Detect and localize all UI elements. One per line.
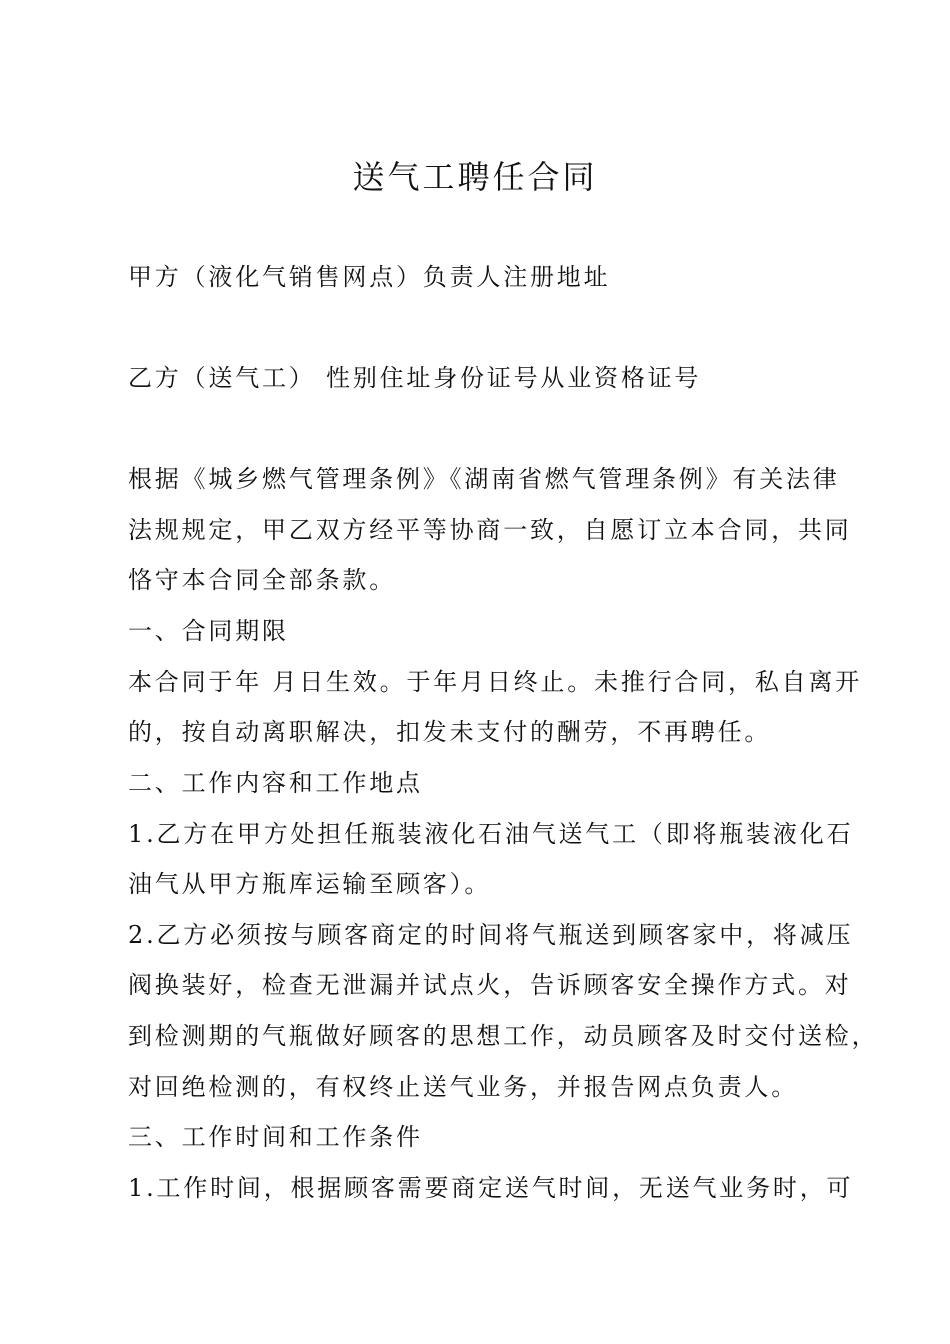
term-line-2: 的，按自动离职解决，扣发未支付的酬劳，不再聘任。 (128, 718, 772, 746)
section-heading-term: 一、合同期限 (128, 617, 289, 645)
party-b-line: 乙方（送气工） 性别住址身份证号从业资格证号 (128, 364, 702, 392)
work-item-2-line-4: 对回绝检测的，有权终止送气业务，并报告网点负责人。 (128, 1073, 798, 1101)
work-item-1-line-2: 油气从甲方瓶库运输至顾客）。 (128, 870, 492, 898)
work-item-2-line-2: 阀换装好，检查无泄漏并试点火，告诉顾客安全操作方式。对 (128, 971, 852, 999)
work-item-1-line-1: 1.乙方在甲方处担任瓶装液化石油气送气工（即将瓶装液化石 (128, 820, 854, 848)
time-item-1-line-1: 1.工作时间，根据顾客需要商定送气时间，无送气业务时，可 (128, 1174, 854, 1202)
preamble-line-2: 法规规定，甲乙双方经平等协商一致，自愿订立本合同，共同 (128, 516, 852, 544)
work-item-2-line-1: 2.乙方必须按与顾客商定的时间将气瓶送到顾客家中，将减压 (128, 921, 854, 949)
term-line-1: 本合同于年 月日生效。于年月日终止。未推行合同，私自离开 (128, 668, 863, 696)
party-a-line: 甲方（液化气销售网点）负责人注册地址 (128, 263, 611, 291)
preamble-line-3: 恪守本合同全部条款。 (128, 566, 396, 594)
preamble-line-1: 根据《城乡燃气管理条例》《湖南省燃气管理条例》有关法律 (128, 465, 840, 493)
section-heading-work: 二、工作内容和工作地点 (128, 769, 423, 797)
work-item-2-line-3: 到检测期的气瓶做好顾客的思想工作，动员顾客及时交付送检， (128, 1022, 879, 1050)
document-title: 送气工聘任合同 (352, 158, 598, 196)
section-heading-time: 三、工作时间和工作条件 (128, 1123, 423, 1151)
